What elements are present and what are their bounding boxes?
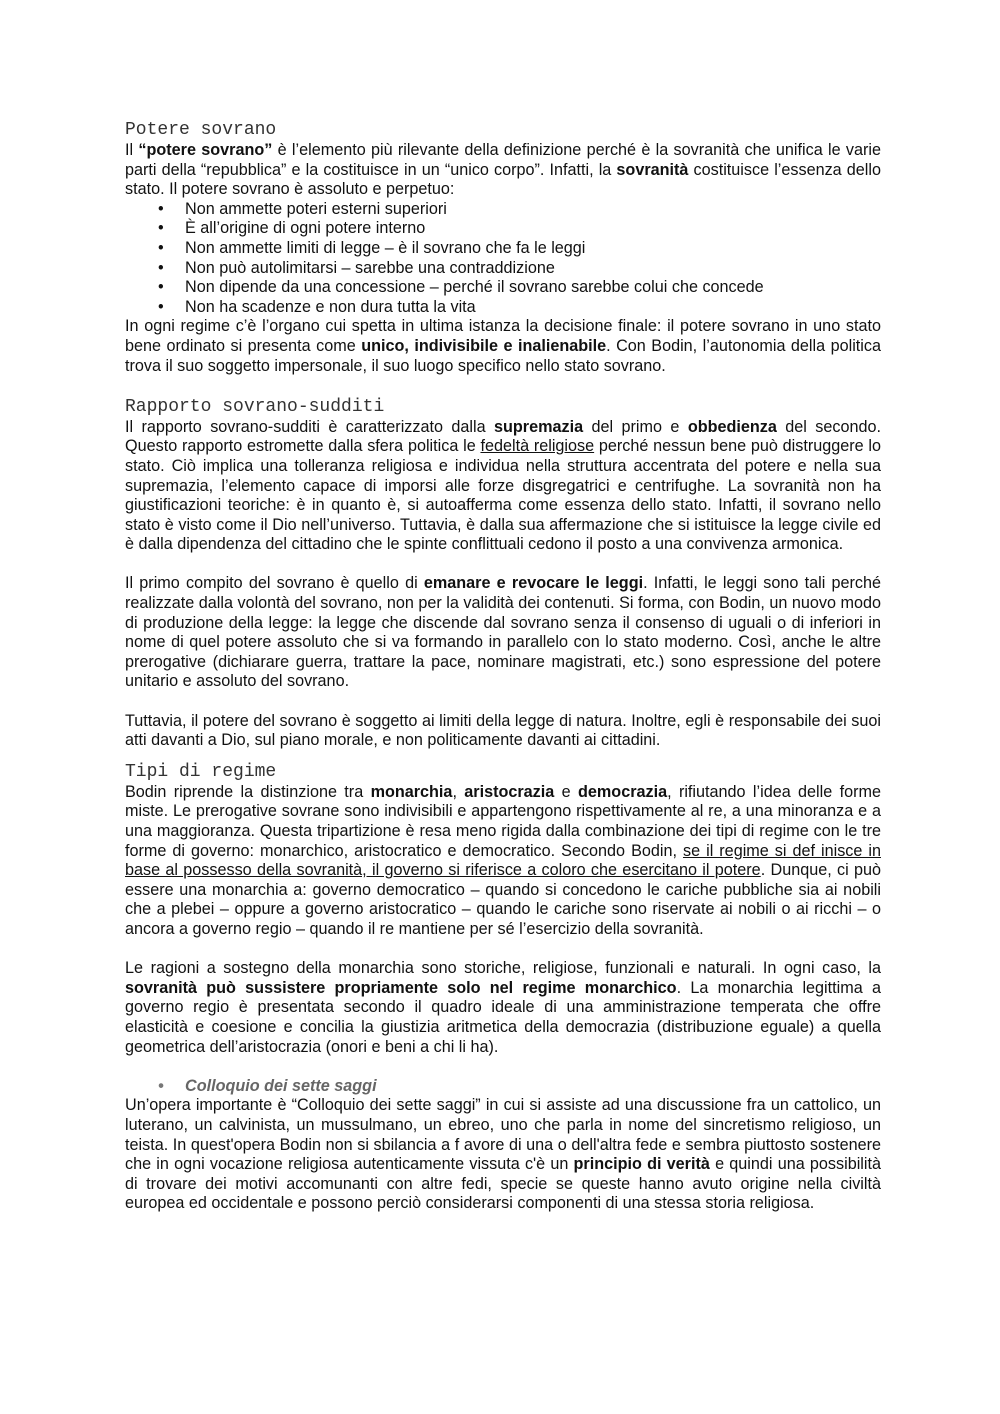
heading-rapporto-sovrano-sudditi: Rapporto sovrano-sudditi: [125, 396, 385, 417]
paragraph-rapporto-3: Tuttavia, il potere del sovrano è soggetto ai limiti della legge di natura. Inoltre, egli è responsabile dei suoi atti davanti a Dio, sul piano morale, e non politicamente davanti ai cittadini.: [125, 711, 881, 750]
sub-bullet-list: [125, 1077, 881, 1097]
paragraph-rapporto-1: Il rapporto sovrano-sudditi è caratterizzato dalla supremazia del primo e obbedienza del secondo. Questo rapporto estromette dalla sfera politica le fedeltà religiose perché nessun bene può distruggere lo stato. Ciò implica una tolleranza religiosa e individua nella struttura accentrata del potere e nella sua supremazia, l’elemento capace di imporsi alle forze disgregatrici e centrifughe. La sovranità non ha giustificazioni teoriche: è in quanto è, si autoafferma come essenza dello stato. Infatti, il sovrano nello stato è visto come il Dio nell’universo. Tuttavia, è dalla sua affermazione che si istituisce la legge civile ed è dalla dipendenza del cittadino che le spinte conflittuali cedono il posto a una convivenza armonica.: [125, 417, 882, 554]
subheading-colloquio: • Colloquio dei sette saggi: [185, 1077, 881, 1097]
bullet-list-potere: [125, 200, 881, 318]
paragraph-colloquio: Un’opera importante è “Colloquio dei sette saggi” in cui si assiste ad una discussione fra un cattolico, un luterano, un calvinista, un mussulmano, un ebreo, uno che parla in nome del sincretismo religioso, un teista. In quest'opera Bodin non si sbilancia a f avore di una o dell'altra fede e sembra piuttosto sostenere che in ogni vocazione religiosa autenticamente vissuta c'è un principio di verità e quindi una possibilità di trovare dei motivi accomunanti con altre fedi, specie se queste hanno avuto origine nella civiltà europea ed occidentale e possono perciò considerarsi componenti di una stessa storia religiosa.: [125, 1096, 881, 1213]
list-item: • Non ammette limiti di legge – è il sovrano che fa le leggi: [185, 239, 881, 259]
list-item: • È all’origine di ogni potere interno: [185, 219, 881, 239]
paragraph-rapporto-2: Il primo compito del sovrano è quello di emanare e revocare le leggi. Infatti, le leggi sono tali perché realizzate dalla volontà del sovrano, non per la validità dei contenuti. Si forma, con Bodin, un nuovo modo di produzione della legge: la legge che discende dal sovrano senza il consenso di uguali o di inferiori in nome di quel potere assoluto che si va formando in parallelo con lo stato moderno. Così, anche le altre prerogative (dichiarare guerra, trattare la pace, nominare magistrati, etc.) sono espressione del potere unitario e assoluto del sovrano.: [125, 574, 881, 691]
paragraph-potere-sovrano-regime: In ogni regime c’è l’organo cui spetta in ultima istanza la decisione finale: il potere sovrano in uno stato bene ordinato si presenta come unico, indivisibile e inalienabile. Con Bodin, l’autonomia della politica trova il suo soggetto impersonale, il suo luogo specifico nello stato sovrano.: [125, 317, 881, 375]
paragraph-regime-1: Bodin riprende la distinzione tra monarchia, aristocrazia e democrazia, rifiutando l’idea delle forme miste. Le prerogative sovrane sono indivisibili e appartengono rispettivamente al re, a una minoranza e a una maggioranza. Questa tripartizione è resa meno rigida dalla combinazione dei tipi di regime con le tre forme di governo: monarchico, aristocratico e democratico. Secondo Bodin, se il regime si def inisce in base al possesso della sovranità, il governo si riferisce a coloro che esercitano il potere. Dunque, ci può essere una monarchia a: governo democratico – quando si concedono le cariche pubbliche sia ai nobili che a plebei – oppure a governo aristocratico – quando le cariche sono riservate ai nobili o ai ricchi – o ancora a governo regio – quando il re mantiene per sé l’esercizio della sovranità.: [125, 782, 882, 938]
heading-potere-sovrano: Potere sovrano: [125, 120, 277, 140]
list-item: • Non dipende da una concessione – perché il sovrano sarebbe colui che concede: [185, 278, 881, 298]
heading-tipi-di-regime: Tipi di regime: [125, 761, 277, 782]
document-body: [125, 119, 881, 1214]
list-item: • Non può autolimitarsi – sarebbe una contraddizione: [185, 259, 881, 279]
paragraph-regime-2: Le ragioni a sostegno della monarchia sono storiche, religiose, funzionali e naturali. In ogni caso, la sovranità può sussistere propriamente solo nel regime monarchico. La monarchia legittima a governo regio è presentata secondo il quadro ideale di una amministrazione temperata che offre elasticità e coesione e concilia la giustizia aritmetica della democrazia (distribuzione eguale) a quella geometrica dell’aristocrazia (onori e beni a chi li ha).: [125, 959, 881, 1056]
list-item: • Non ammette poteri esterni superiori: [185, 200, 881, 220]
paragraph-potere-sovrano-intro: Il “potere sovrano” è l’elemento più rilevante della definizione perché è la sovranità che unifica le varie parti della “repubblica” e la costituisce in un “unico corpo”. Infatti, la sovranità costituisce l’essenza dello stato. Il potere sovrano è assoluto e perpetuo:: [125, 141, 881, 199]
list-item: • Non ha scadenze e non dura tutta la vita: [185, 298, 881, 318]
